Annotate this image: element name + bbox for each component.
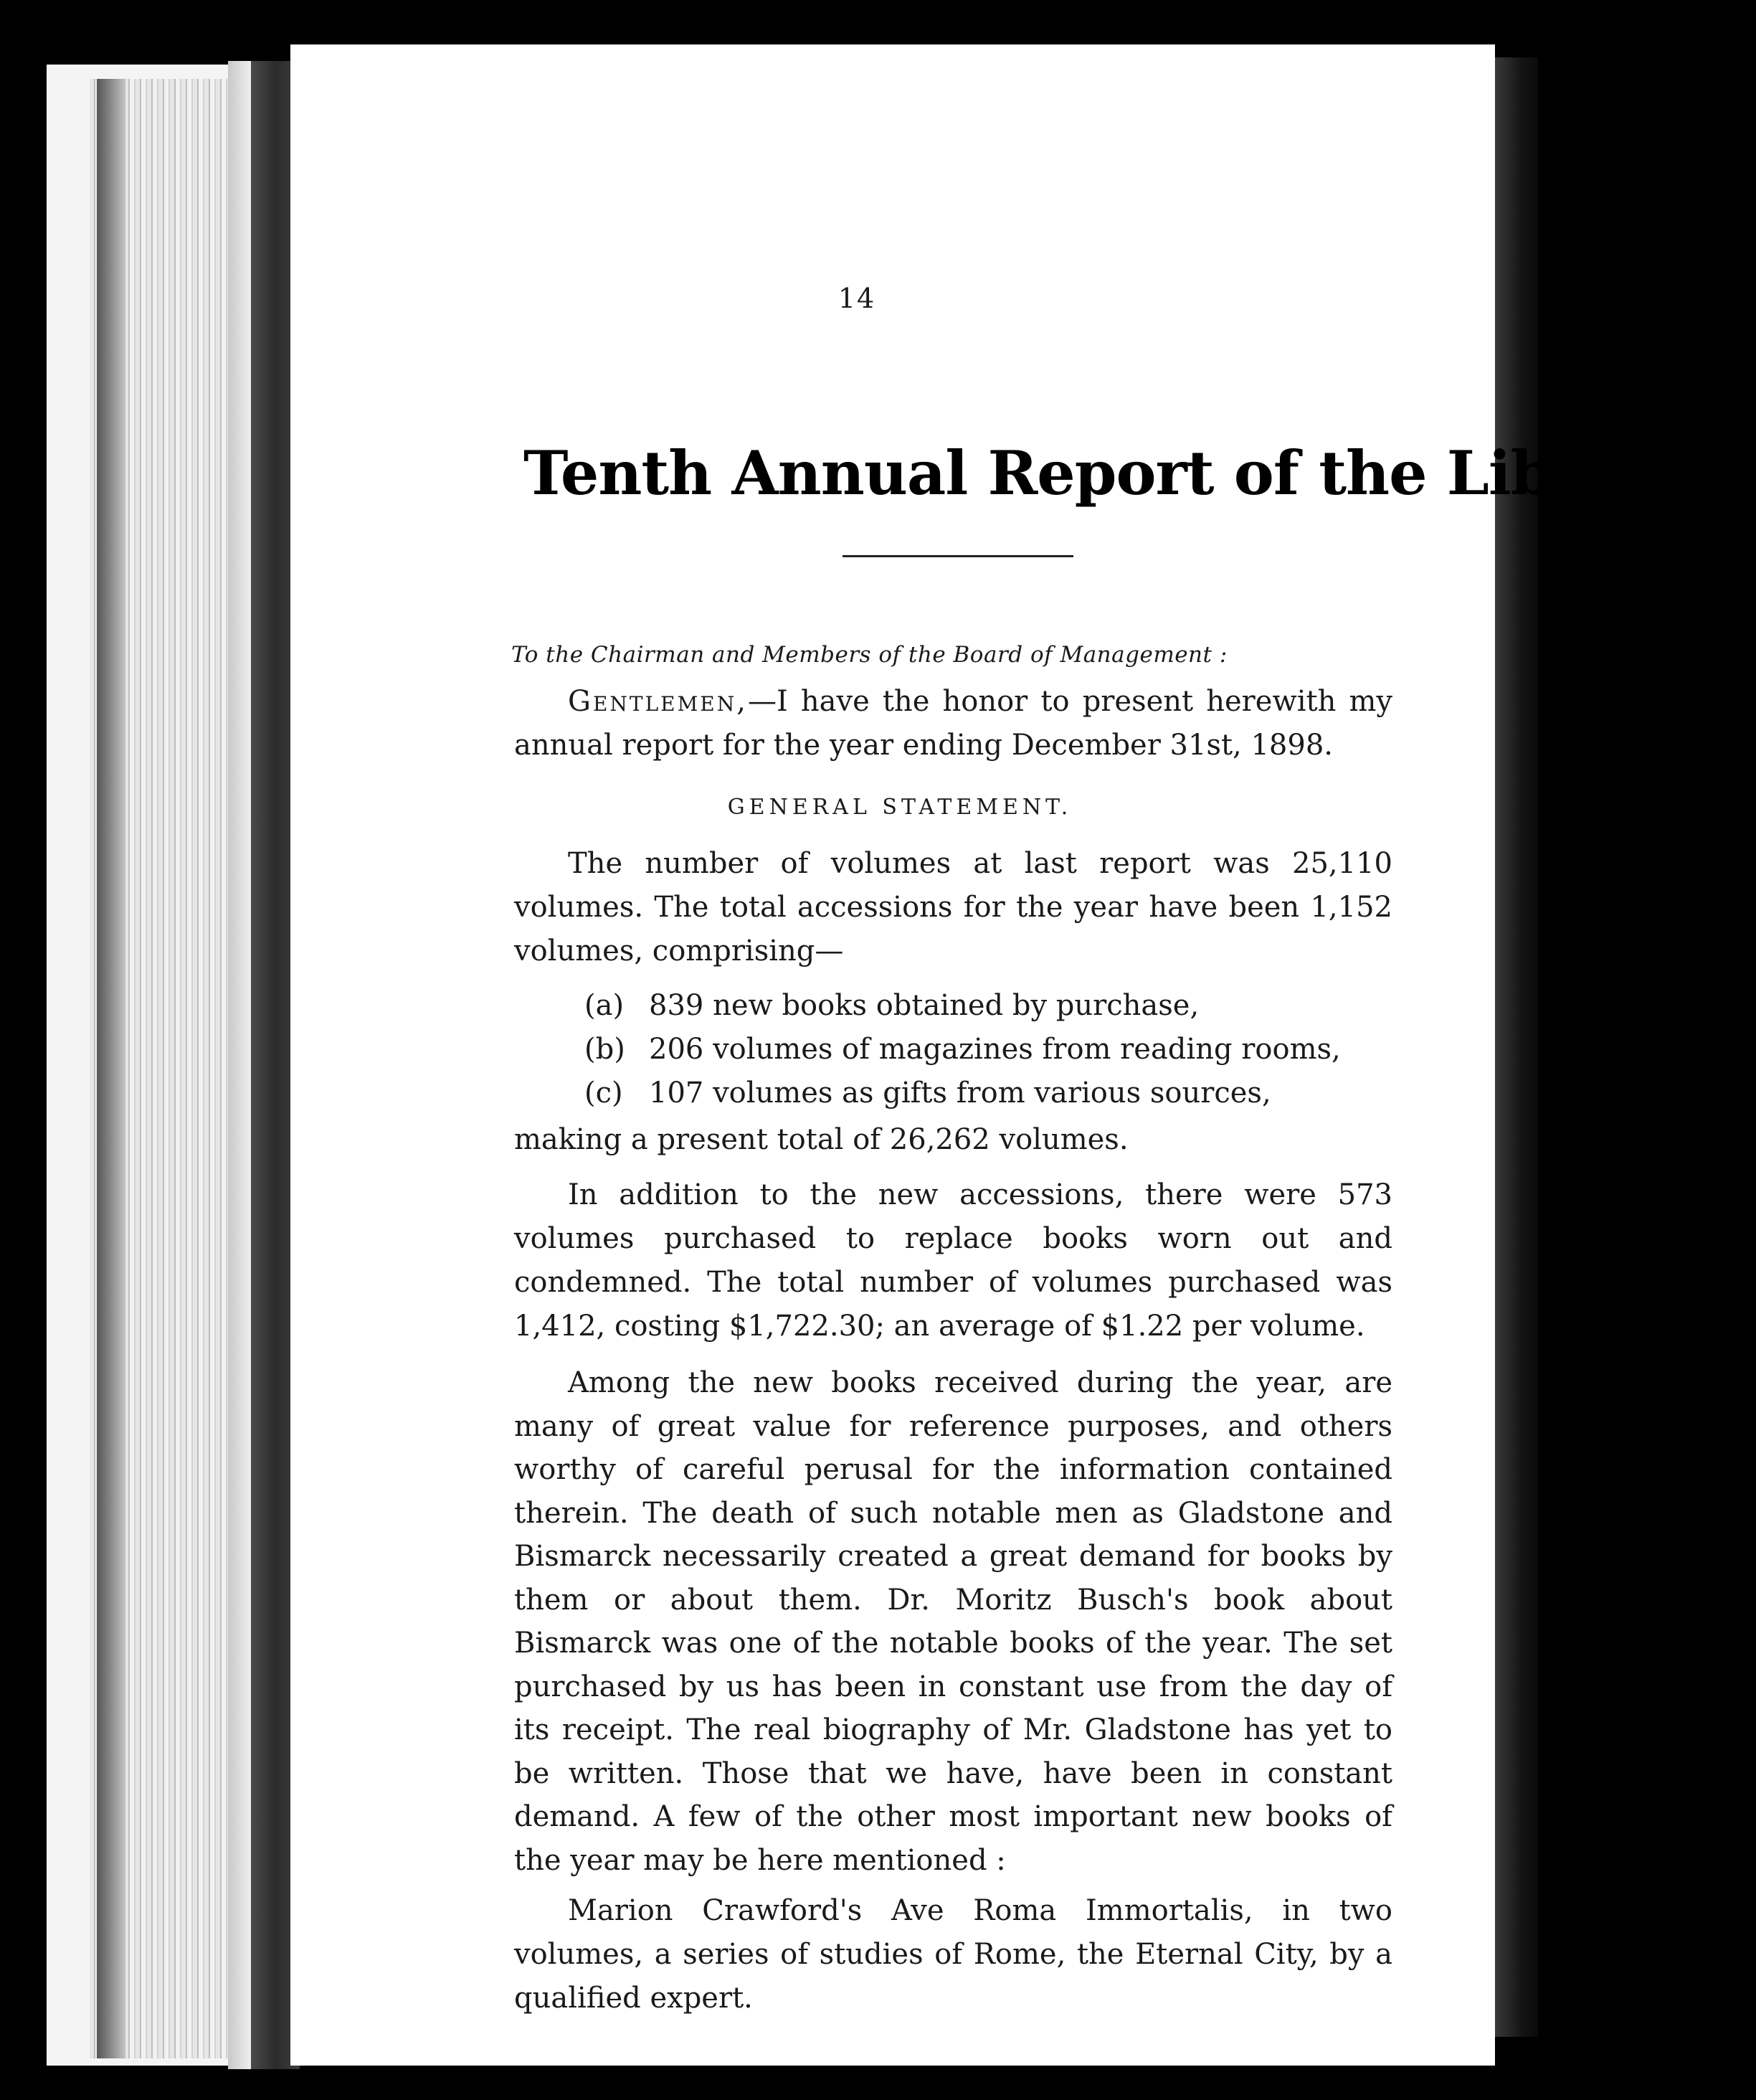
crawford-paragraph-text: Marion Crawford's Ave Roma Immortalis, in two volumes, a series of studies of Rome, the Eternal City, by a qualified expert. xyxy=(514,1894,1392,2015)
accessions-list xyxy=(584,984,1341,1115)
gutter-highlight xyxy=(228,61,251,2069)
list-item xyxy=(584,1028,1341,1072)
page-edge-shadow xyxy=(97,79,125,2058)
opening-word: Gentlemen, xyxy=(568,685,748,718)
purchases-paragraph xyxy=(514,1173,1392,1348)
list-item-text: 206 volumes of magazines from reading rooms, xyxy=(649,1033,1341,1066)
report-title: Tenth Annual Report of the Librarian xyxy=(523,438,1756,509)
new-books-paragraph-text: Among the new books received during the year, are many of great value for reference purposes, and others worthy of careful perusal for the information contained therein. The death of such notable men as Gladstone and Bismarck necessarily created a great demand for books by them or about them. Dr. Moritz Busch's book about Bismarck was one of the notable books of the year. The set purchased by us has been in constant use from the day of its receipt. The real biography of Mr. Gladstone has yet to be written. Those that we have, have been in constant demand. A few of the other most important new books of the year may be here mentioned : xyxy=(514,1366,1392,1877)
list-conclusion xyxy=(514,1118,1392,1162)
opening-paragraph xyxy=(514,680,1392,767)
salutation: To the Chairman and Members of the Board of Management : xyxy=(511,642,1228,668)
list-item-text: 839 new books obtained by purchase, xyxy=(649,989,1200,1022)
new-books-paragraph xyxy=(514,1361,1392,1882)
section-heading: GENERAL STATEMENT. xyxy=(727,795,1073,820)
crawford-paragraph xyxy=(514,1889,1392,2020)
book-cover-edge xyxy=(1495,57,1538,2037)
list-item-label: (b) xyxy=(584,1033,625,1066)
list-item-text: 107 volumes as gifts from various sources, xyxy=(649,1077,1271,1110)
list-conclusion-text: making a present total of 26,262 volumes. xyxy=(514,1123,1129,1156)
list-item-label: (c) xyxy=(584,1077,623,1110)
title-rule xyxy=(843,555,1073,557)
list-item xyxy=(584,1072,1341,1115)
document-page xyxy=(290,44,1756,2066)
volumes-paragraph xyxy=(514,842,1392,973)
list-item-label: (a) xyxy=(584,989,625,1022)
volumes-paragraph-text: The number of volumes at last report was 25,110 volumes. The total accessions for the year have been 1,152 volumes, comprising— xyxy=(514,847,1392,968)
opening-text: —I have the honor to present herewith my annual report for the year ending December 31st, 1898. xyxy=(514,685,1392,762)
purchases-paragraph-text: In addition to the new accessions, there were 573 volumes purchased to replace books worn out and condemned. The total number of volumes purchased was 1,412, costing $1,722.30; an average of $1.22 per volume. xyxy=(514,1178,1392,1343)
page-number: 14 xyxy=(837,283,876,314)
list-item xyxy=(584,984,1341,1028)
